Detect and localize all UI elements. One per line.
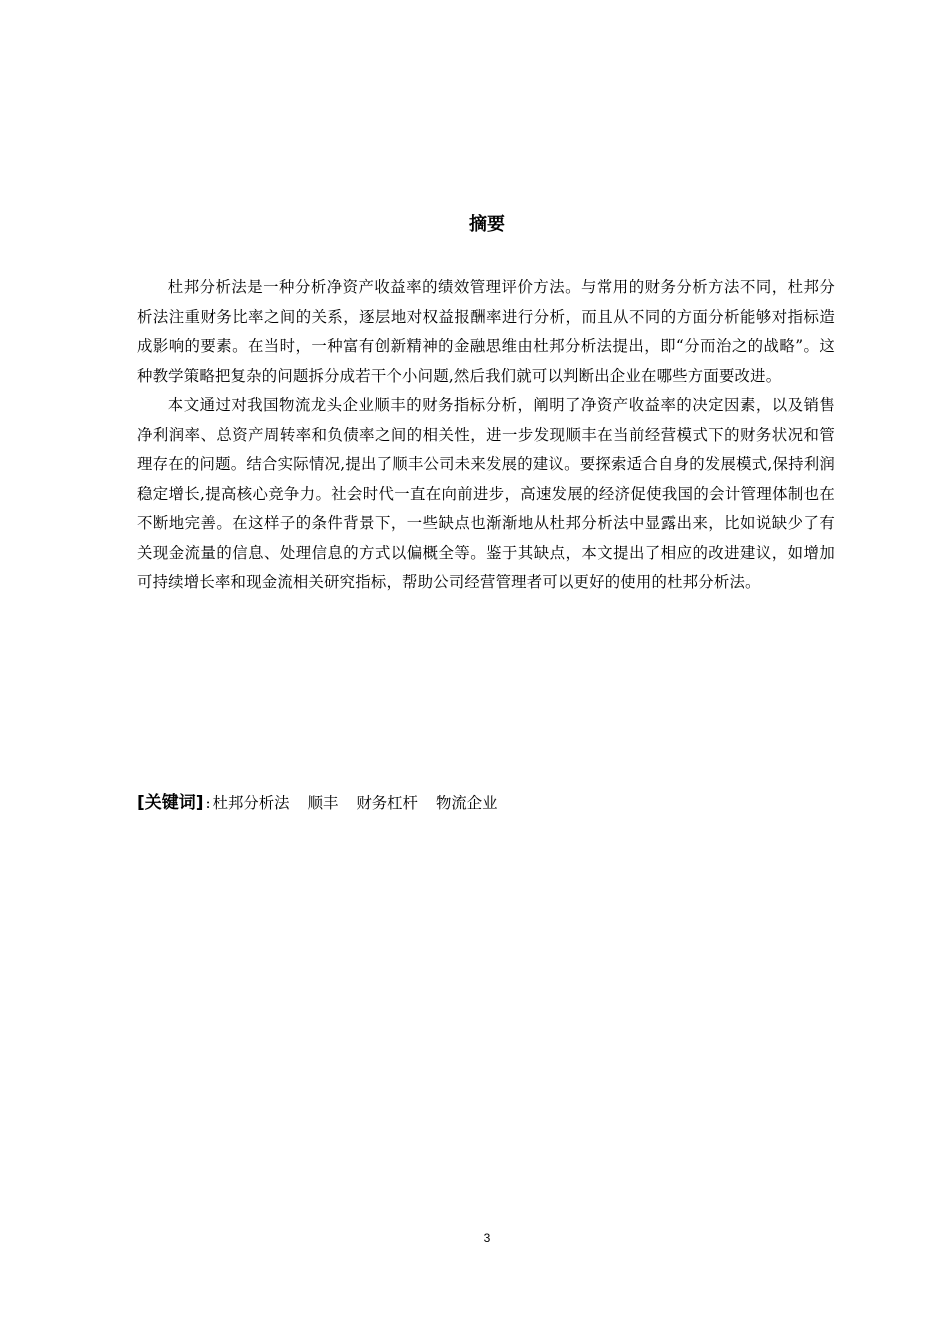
keyword-item: 顺丰 — [307, 794, 339, 812]
abstract-body — [137, 273, 835, 598]
abstract-paragraph-1: 杜邦分析法是一种分析净资产收益率的绩效管理评价方法。与常用的财务分析方法不同，杜邦分析法注重财务比率之间的关系，逐层地对权益报酬率进行分析，而且从不同的方面分析能够对指标造成影响的要素。在当时，一种富有创新精神的金融思维由杜邦分析法提出，即“分而治之的战略”。这种教学策略把复杂的问题拆分成若干个小问题,然后我们就可以判断出企业在哪些方面要改进。 — [137, 278, 835, 385]
keyword-item: 杜邦分析法 — [212, 794, 290, 812]
keywords-line — [137, 790, 835, 816]
abstract-paragraph-2: 本文通过对我国物流龙头企业顺丰的财务指标分析，阐明了净资产收益率的决定因素，以及销售净利润率、总资产周转率和负债率之间的相关性，进一步发现顺丰在当前经营模式下的财务状况和管理存在的问题。结合实际情况,提出了顺丰公司未来发展的建议。要探索适合自身的发展模式,保持利润稳定增长,提高核心竞争力。社会时代一直在向前进步，高速发展的经济促使我国的会计管理体制也在不断地完善。在这样子的条件背景下，一些缺点也渐渐地从杜邦分析法中显露出来，比如说缺少了有关现金流量的信息、处理信息的方式以偏概全等。鉴于其缺点，本文提出了相应的改进建议，如增加可持续增长率和现金流相关研究指标，帮助公司经营管理者可以更好的使用的杜邦分析法。 — [137, 396, 835, 591]
page-title: 摘要 — [469, 214, 505, 235]
page-number: 3 — [483, 1231, 491, 1245]
keyword-item: 物流企业 — [435, 794, 498, 812]
keywords-separator: : — [205, 794, 211, 812]
keywords-label: [关键词] — [137, 793, 204, 813]
keyword-item: 财务杠杆 — [356, 794, 418, 812]
